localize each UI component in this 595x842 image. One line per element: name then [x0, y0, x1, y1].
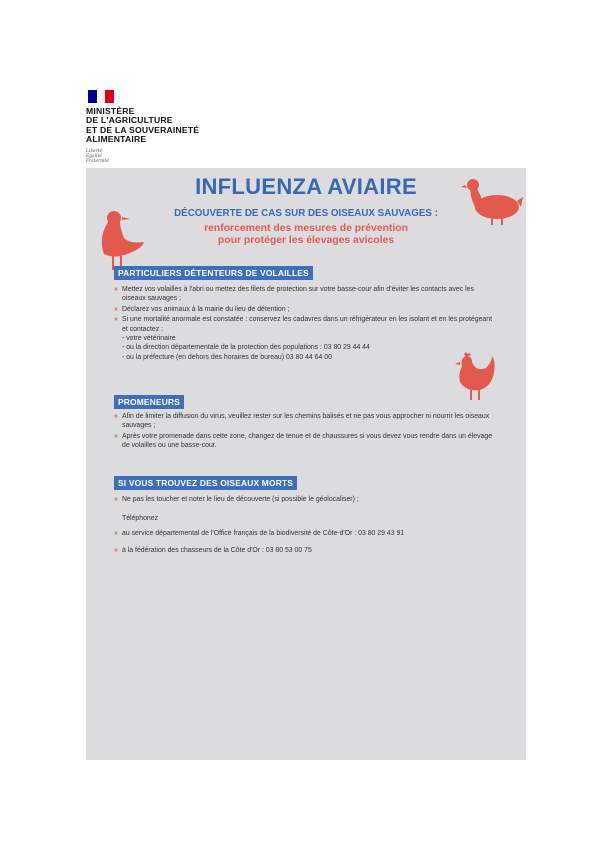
red-subtitle-line: renforcement des mesures de prévention [204, 223, 408, 234]
list-item [114, 412, 494, 431]
arrow-bullet-icon: » [114, 432, 118, 440]
list-item-text: Ne pas les toucher et noter le lieu de découverte (si possible le géolocaliser) ; [122, 496, 359, 503]
flag-white-stripe [97, 90, 106, 103]
ministry-name-line: ET DE LA SOUVERAINETÉ [86, 124, 200, 135]
red-subtitle-line: pour protéger les élevages avicoles [217, 234, 395, 246]
dead-birds-list [114, 495, 494, 505]
arrow-bullet-icon: » [114, 286, 118, 293]
ministry-logo [86, 90, 246, 164]
poster-red-subtitle [86, 223, 526, 246]
arrow-bullet-icon: » [114, 547, 118, 555]
arrow-bullet-icon: » [114, 316, 118, 324]
phone-contacts-list [114, 529, 494, 557]
hen-icon [452, 352, 496, 402]
duck-icon [461, 177, 523, 227]
contact-line: - votre vétérinaire [122, 335, 176, 343]
list-item [114, 529, 494, 538]
arrow-bullet-icon: » [114, 413, 118, 420]
ministry-name-line: ALIMENTAIRE [86, 134, 147, 145]
list-item-text: Déclarez vos animaux à la mairie du lieu de détention ; [122, 305, 290, 313]
list-item [114, 432, 494, 451]
list-item [114, 495, 494, 504]
section-header-dead-birds: SI VOUS TROUVEZ DES OISEAUX MORTS [114, 476, 297, 490]
list-item-text: à la fédération des chasseurs de la Côte d'Or : 03 80 53 00 75 [122, 547, 312, 555]
list-item-text: au service départemental de l'Office français de la biodiversité de Côte-d'Or : 03 80 29 43 91 [122, 530, 405, 537]
section-header-owners: PARTICULIERS DÉTENTEURS DE VOLAILLES [114, 266, 313, 280]
walkers-list [114, 412, 494, 452]
list-item [114, 315, 494, 362]
ministry-name-line: DE L'AGRICULTURE [86, 115, 173, 126]
owners-list [114, 285, 494, 363]
motto-line: Égalité [86, 153, 102, 159]
call-label: Téléphonez [122, 515, 159, 522]
contact-line: - ou la direction départementale de la protection des populations : 03 80 29 44 44 [122, 344, 370, 352]
poster-title: INFLUENZA AVIAIRE [195, 174, 417, 199]
list-item-text: Après votre promenade dans cette zone, changez de tenue et de chaussures si vous devez vous rendre dans un élevage de volailles ou une basse-cour. [122, 432, 493, 450]
motto-line: Fraternité [86, 158, 109, 164]
motto-line: Liberté [86, 148, 103, 154]
flag-blue-stripe [88, 90, 97, 103]
avian-flu-poster [86, 168, 526, 760]
arrow-bullet-icon: » [114, 496, 118, 503]
arrow-bullet-icon: » [114, 530, 118, 537]
list-item-text: Si une mortalité anormale est constatée : conservez les cadavres dans un réfrigérateur en les isolant et en les protégeant et contactez : [122, 316, 493, 333]
list-item-text: Afin de limiter la diffusion du virus, veuillez rester sur les chemins balisés et ne pas vous approcher ni nourrir les oiseaux sauvages ; [122, 413, 490, 430]
list-item [114, 305, 494, 314]
french-flag-icon [88, 90, 114, 103]
list-item [114, 285, 494, 304]
arrow-bullet-icon: » [114, 305, 118, 313]
list-item-text: Mettez vos volailles à l'abri ou mettez des filets de protection sur votre basse-cour afin d'éviter les contacts avec les oiseaux sauvages ; [122, 286, 474, 303]
section-header-walkers: PROMENEURS [114, 395, 184, 409]
flag-red-stripe [105, 90, 114, 103]
ministry-name-line: MINISTÈRE [86, 106, 135, 116]
contact-line: - ou la préfecture (en dehors des horaires de bureau) 03 80 44 64 00 [122, 353, 332, 361]
republic-motto [86, 149, 246, 164]
list-item [114, 546, 494, 555]
poster-subtitle: DÉCOUVERTE DE CAS SUR DES OISEAUX SAUVAGES : [174, 208, 438, 219]
